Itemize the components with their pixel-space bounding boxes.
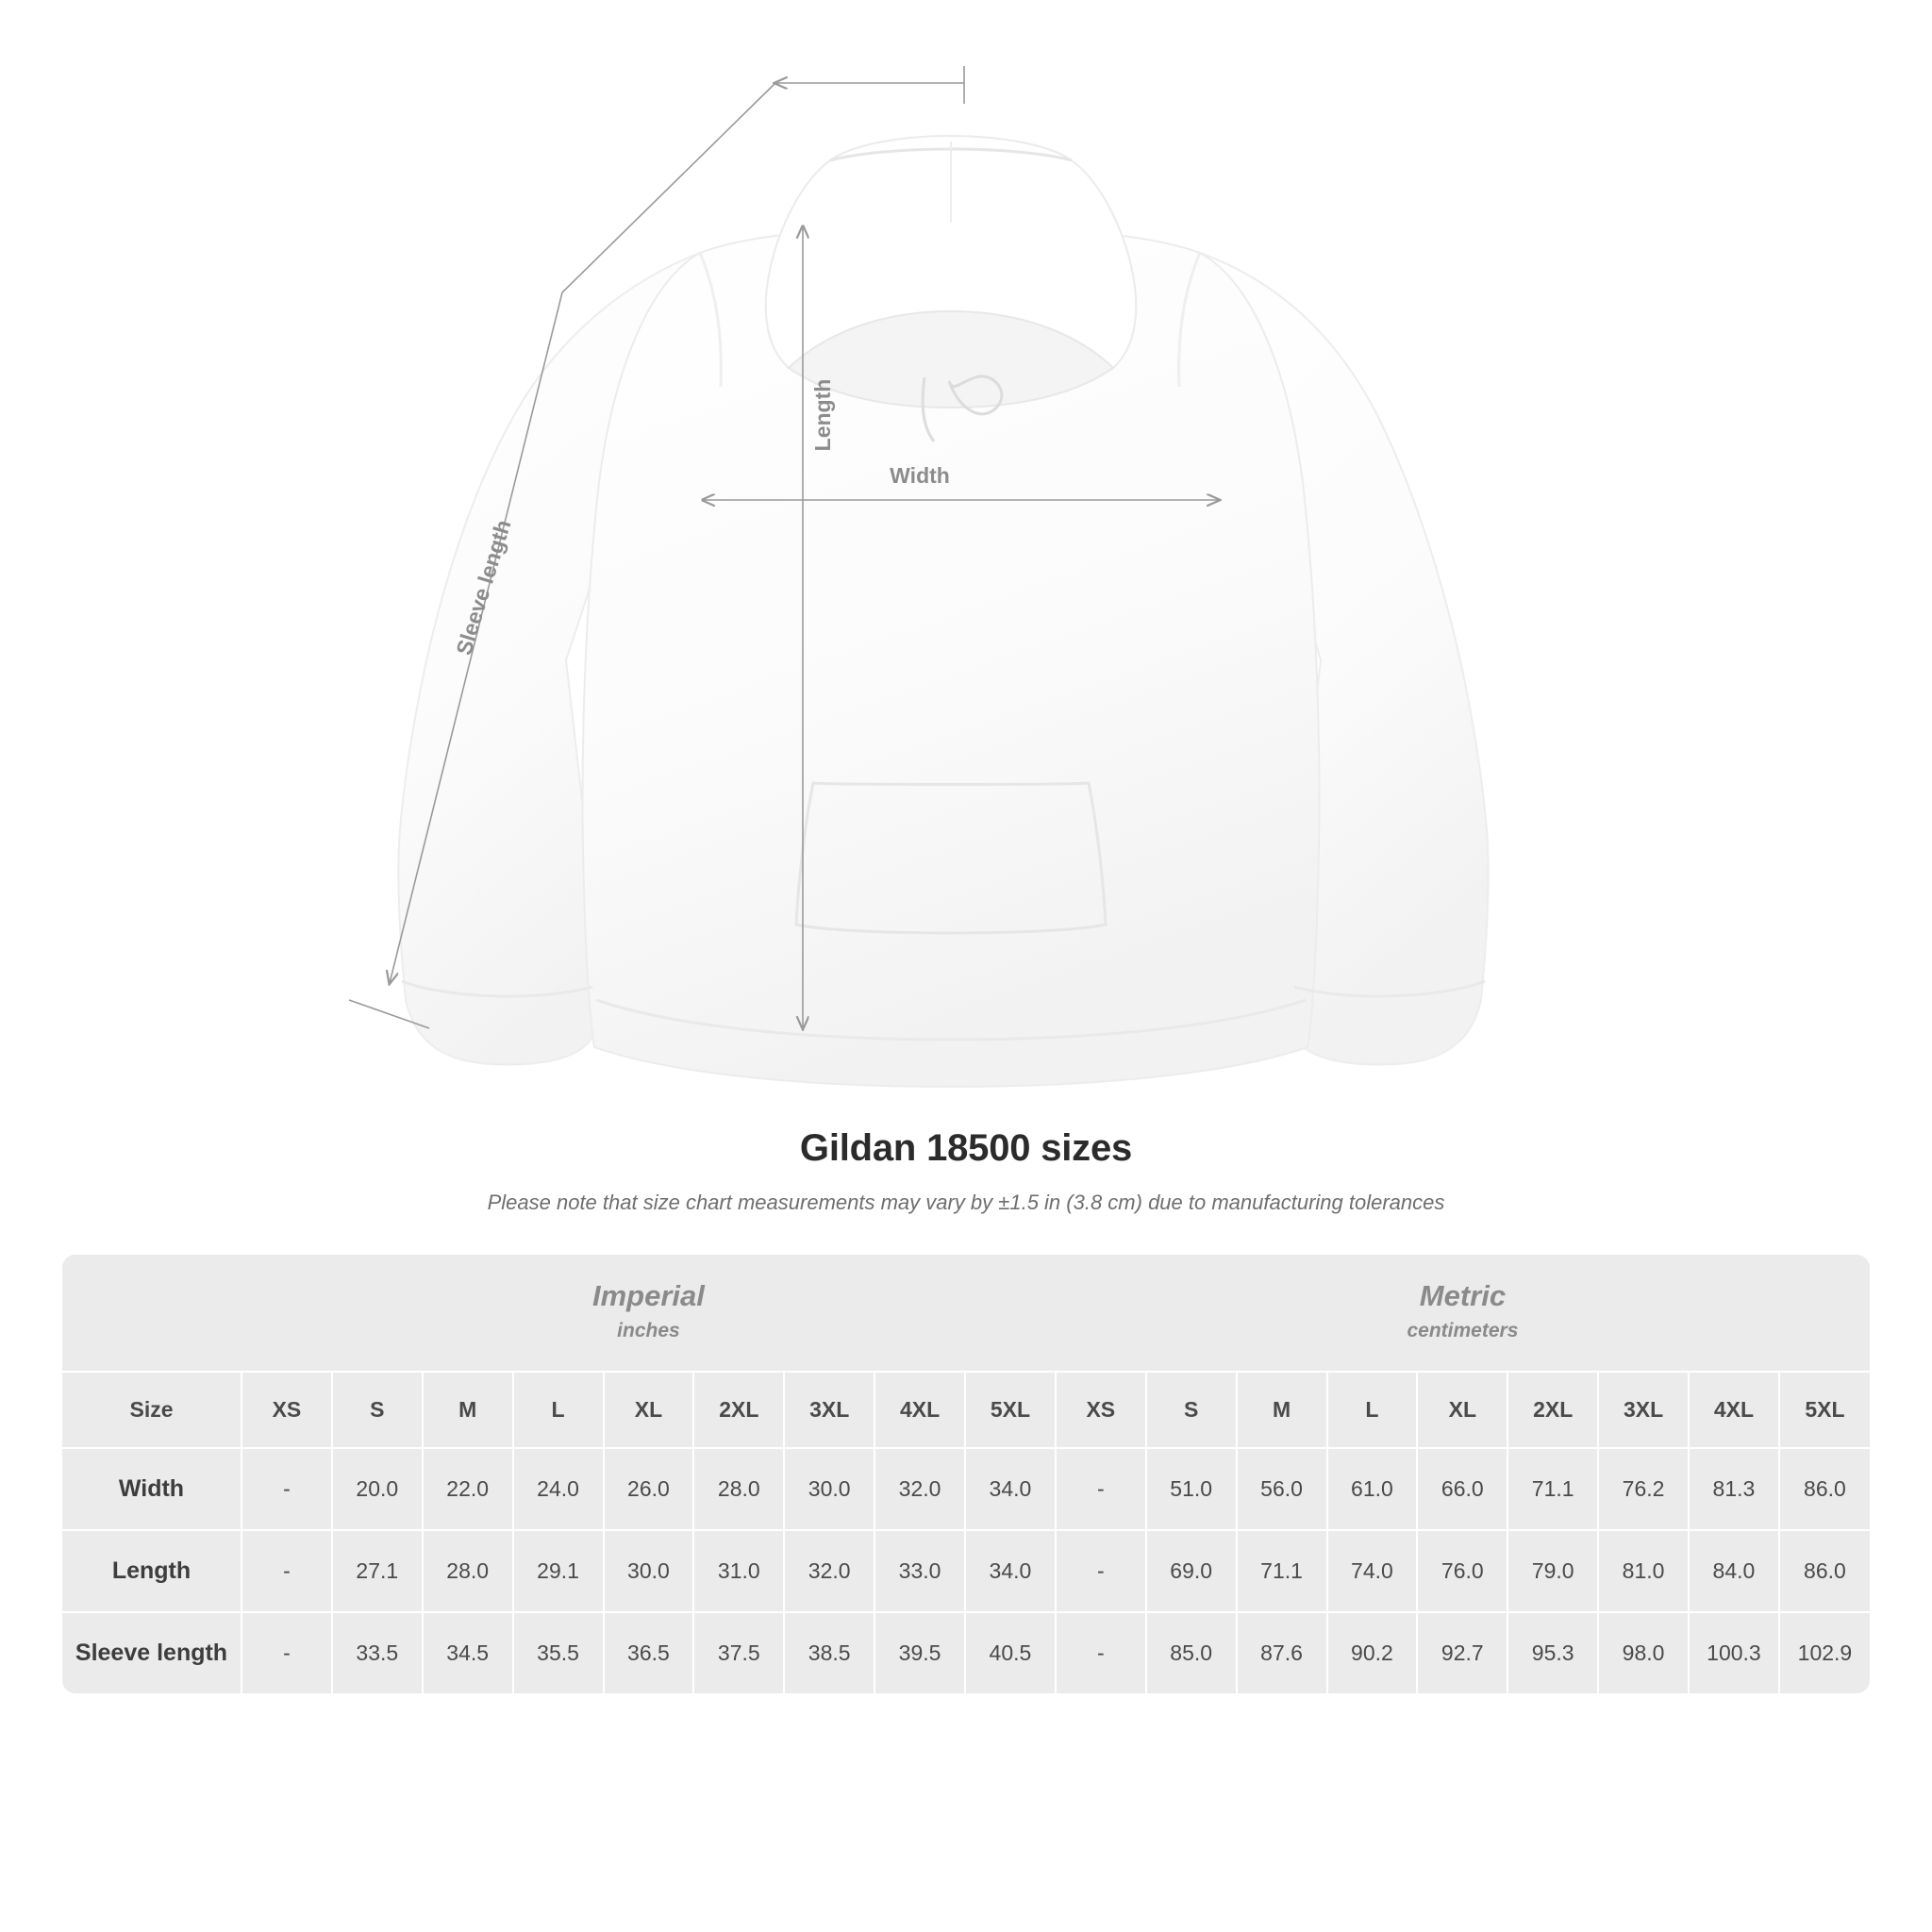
- size-table: [62, 1255, 1870, 1693]
- unit-system-row: [62, 1255, 1870, 1372]
- width-metric-5xl: 86.0: [1779, 1448, 1870, 1530]
- length-metric-m: 71.1: [1237, 1530, 1327, 1612]
- header-imperial-xs: XS: [242, 1372, 332, 1448]
- row-label-sleeve-length: Sleeve length: [62, 1612, 242, 1693]
- length-metric-5xl: 86.0: [1779, 1530, 1870, 1612]
- sleeve-metric-xs: -: [1056, 1612, 1146, 1693]
- length-metric-3xl: 81.0: [1598, 1530, 1689, 1612]
- width-metric-xl: 66.0: [1417, 1448, 1507, 1530]
- length-metric-s: 69.0: [1146, 1530, 1237, 1612]
- header-metric-4xl: 4XL: [1689, 1372, 1779, 1448]
- size-header-row: [62, 1372, 1870, 1448]
- width-imperial-4xl: 32.0: [874, 1448, 965, 1530]
- width-metric-s: 51.0: [1146, 1448, 1237, 1530]
- page-title: Gildan 18500 sizes: [799, 1127, 1133, 1169]
- tolerance-note: Please note that size chart measurements may vary by ±1.5 in (3.8 cm) due to manufacturing tolerances: [487, 1191, 1445, 1214]
- sleeve-length-label: Sleeve length: [451, 516, 516, 658]
- sleeve-imperial-xl: 36.5: [604, 1612, 694, 1693]
- unit-system-metric: [1056, 1255, 1870, 1372]
- width-metric-l: 61.0: [1327, 1448, 1418, 1530]
- length-imperial-xs: -: [242, 1530, 332, 1612]
- metric-sub: centimeters: [1407, 1319, 1519, 1341]
- table-row: [62, 1448, 1870, 1530]
- row-label-length: Length: [62, 1530, 242, 1612]
- header-imperial-m: M: [423, 1372, 513, 1448]
- table-row: [62, 1530, 1870, 1612]
- header-imperial-xl: XL: [604, 1372, 694, 1448]
- length-label: Length: [810, 378, 835, 452]
- sleeve-imperial-m: 34.5: [423, 1612, 513, 1693]
- width-imperial-xl: 26.0: [604, 1448, 694, 1530]
- imperial-sub: inches: [617, 1319, 680, 1341]
- width-metric-3xl: 76.2: [1598, 1448, 1689, 1530]
- imperial-name: Imperial: [591, 1279, 705, 1312]
- sleeve-metric-m: 87.6: [1237, 1612, 1327, 1693]
- length-imperial-m: 28.0: [423, 1530, 513, 1612]
- header-imperial-5xl: 5XL: [965, 1372, 1056, 1448]
- length-imperial-3xl: 32.0: [784, 1530, 874, 1612]
- unit-row-blank: [62, 1255, 242, 1372]
- width-metric-xs: -: [1056, 1448, 1146, 1530]
- length-metric-l: 74.0: [1327, 1530, 1418, 1612]
- header-imperial-2xl: 2XL: [693, 1372, 784, 1448]
- width-metric-4xl: 81.3: [1689, 1448, 1779, 1530]
- length-metric-xs: -: [1056, 1530, 1146, 1612]
- header-metric-5xl: 5XL: [1779, 1372, 1870, 1448]
- hoodie-graphic: [398, 136, 1488, 1087]
- header-metric-l: L: [1327, 1372, 1418, 1448]
- header-metric-2xl: 2XL: [1507, 1372, 1598, 1448]
- table-row: [62, 1612, 1870, 1693]
- width-imperial-l: 24.0: [513, 1448, 604, 1530]
- sleeve-imperial-2xl: 37.5: [693, 1612, 784, 1693]
- sleeve-metric-s: 85.0: [1146, 1612, 1237, 1693]
- length-imperial-4xl: 33.0: [874, 1530, 965, 1612]
- unit-system-imperial: [242, 1255, 1056, 1372]
- header-metric-m: M: [1237, 1372, 1327, 1448]
- length-imperial-l: 29.1: [513, 1530, 604, 1612]
- length-metric-xl: 76.0: [1417, 1530, 1507, 1612]
- size-table-wrapper: [62, 1255, 1870, 1693]
- row-label-width: Width: [62, 1448, 242, 1530]
- header-metric-xs: XS: [1056, 1372, 1146, 1448]
- length-metric-4xl: 84.0: [1689, 1530, 1779, 1612]
- header-imperial-l: L: [513, 1372, 604, 1448]
- sleeve-imperial-s: 33.5: [332, 1612, 423, 1693]
- width-metric-m: 56.0: [1237, 1448, 1327, 1530]
- width-imperial-2xl: 28.0: [693, 1448, 784, 1530]
- width-label: Width: [890, 463, 950, 488]
- sleeve-imperial-xs: -: [242, 1612, 332, 1693]
- length-metric-2xl: 79.0: [1507, 1530, 1598, 1612]
- length-imperial-xl: 30.0: [604, 1530, 694, 1612]
- length-imperial-5xl: 34.0: [965, 1530, 1056, 1612]
- header-imperial-s: S: [332, 1372, 423, 1448]
- sleeve-metric-4xl: 100.3: [1689, 1612, 1779, 1693]
- length-imperial-s: 27.1: [332, 1530, 423, 1612]
- sleeve-metric-3xl: 98.0: [1598, 1612, 1689, 1693]
- header-metric-xl: XL: [1417, 1372, 1507, 1448]
- length-imperial-2xl: 31.0: [693, 1530, 784, 1612]
- width-imperial-m: 22.0: [423, 1448, 513, 1530]
- width-imperial-s: 20.0: [332, 1448, 423, 1530]
- sleeve-imperial-l: 35.5: [513, 1612, 604, 1693]
- header-metric-s: S: [1146, 1372, 1237, 1448]
- width-imperial-5xl: 34.0: [965, 1448, 1056, 1530]
- header-imperial-4xl: 4XL: [874, 1372, 965, 1448]
- width-metric-2xl: 71.1: [1507, 1448, 1598, 1530]
- header-size: Size: [62, 1372, 242, 1448]
- sleeve-metric-xl: 92.7: [1417, 1612, 1507, 1693]
- sleeve-metric-l: 90.2: [1327, 1612, 1418, 1693]
- width-imperial-3xl: 30.0: [784, 1448, 874, 1530]
- sleeve-metric-2xl: 95.3: [1507, 1612, 1598, 1693]
- header-metric-3xl: 3XL: [1598, 1372, 1689, 1448]
- metric-name: Metric: [1419, 1279, 1507, 1312]
- header-imperial-3xl: 3XL: [784, 1372, 874, 1448]
- sleeve-imperial-5xl: 40.5: [965, 1612, 1056, 1693]
- sleeve-metric-5xl: 102.9: [1779, 1612, 1870, 1693]
- sleeve-imperial-4xl: 39.5: [874, 1612, 965, 1693]
- sleeve-imperial-3xl: 38.5: [784, 1612, 874, 1693]
- width-imperial-xs: -: [242, 1448, 332, 1530]
